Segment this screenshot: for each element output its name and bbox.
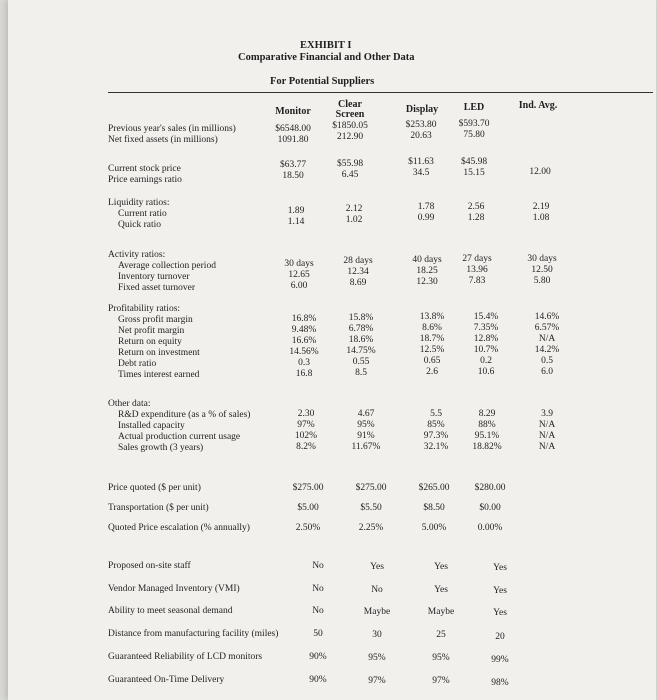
cell: 1.78: [417, 202, 435, 212]
row-label-price-escalation: Quoted Price escalation (% annually): [108, 523, 250, 533]
cell: 12.65: [288, 270, 310, 280]
col-header-display: Display: [405, 104, 439, 115]
cell: 50: [313, 629, 323, 639]
section-heading-other: Other data:: [108, 399, 151, 409]
cell: 34.5: [412, 168, 430, 178]
row-label-seasonal-demand: Ability to meet seasonal demand: [108, 606, 233, 616]
cell: 1091.80: [277, 135, 309, 145]
cell: 95%: [368, 653, 386, 663]
row-label-previous-sales: Previous year's sales (in millions): [108, 124, 236, 134]
cell: 18.7%: [419, 334, 445, 344]
cell: 5.00%: [421, 523, 447, 533]
cell: 15.8%: [348, 313, 374, 323]
cell: 30 days: [527, 254, 557, 264]
cell: $1850.05: [332, 121, 368, 131]
cell: 0.3: [298, 358, 310, 368]
cell: 30 days: [284, 259, 314, 269]
row-label-actual-production: Actual production current usage: [118, 432, 241, 442]
row-label-rd-expenditure: R&D expenditure (as a % of sales): [118, 410, 251, 420]
title-rule: [108, 92, 653, 93]
row-label-vmi: Vendor Managed Inventory (VMI): [108, 584, 240, 594]
cell: N/A: [538, 420, 556, 430]
row-label-times-interest: Times interest earned: [118, 370, 200, 380]
row-label-roi: Return on investment: [118, 348, 200, 358]
cell: 7.83: [468, 276, 486, 286]
col-header-led: LED: [463, 102, 485, 113]
cell: 8.29: [478, 409, 496, 419]
cell: 6.0: [541, 367, 553, 377]
exhibit-number: EXHIBIT I: [300, 40, 352, 51]
cell: $5.50: [360, 503, 382, 513]
cell: 97.3%: [423, 431, 449, 441]
row-label-transportation: Transportation ($ per unit): [108, 503, 209, 513]
cell: $8.50: [423, 503, 445, 513]
cell: $265.00: [418, 483, 450, 493]
row-label-on-time-delivery: Guaranteed On-Time Delivery: [108, 675, 225, 685]
cell: 4.67: [357, 409, 375, 419]
cell: 2.56: [467, 202, 485, 212]
cell: 13.96: [466, 265, 488, 275]
cell: 102%: [294, 431, 318, 441]
cell: 95%: [357, 420, 375, 430]
exhibit-title: Comparative Financial and Other Data: [238, 52, 415, 63]
cell: 28 days: [343, 256, 373, 266]
row-label-roe: Return on equity: [118, 337, 182, 347]
cell: $280.00: [474, 483, 506, 493]
row-label-net-profit: Net profit margin: [118, 326, 185, 336]
section-heading-profitability: Profitability ratios:: [108, 304, 181, 314]
cell: $6548.00: [275, 124, 311, 134]
cell: 98%: [491, 678, 509, 688]
cell: 3.9: [541, 409, 553, 419]
col-header-ind-avg: Ind. Avg.: [518, 100, 558, 111]
cell: 16.8%: [291, 314, 317, 324]
cell: Maybe: [363, 607, 391, 617]
cell: 95%: [432, 653, 450, 663]
row-label-quick-ratio: Quick ratio: [118, 220, 162, 230]
cell: 97%: [297, 420, 315, 430]
cell: 12.8%: [473, 334, 499, 344]
cell: 1.28: [467, 213, 485, 223]
row-label-current-ratio: Current ratio: [118, 209, 167, 219]
cell: Yes: [434, 585, 448, 595]
cell: 6.45: [341, 170, 359, 180]
cell: 8.2%: [296, 442, 316, 452]
cell: Yes: [493, 608, 507, 618]
cell: 15.15: [463, 168, 485, 178]
cell: $0.00: [479, 503, 501, 513]
cell: 1.02: [345, 215, 363, 225]
cell: Yes: [370, 562, 384, 572]
row-label-avg-collection: Average collection period: [118, 261, 216, 271]
cell: 20.63: [410, 131, 432, 141]
cell: $275.00: [292, 483, 324, 493]
cell: N/A: [538, 334, 556, 344]
cell: 2.12: [345, 204, 363, 214]
cell: No: [312, 561, 324, 571]
cell: $55.98: [336, 159, 364, 169]
cell: 14.2%: [534, 345, 560, 355]
cell: 0.55: [352, 357, 370, 367]
cell: 6.00: [290, 281, 308, 291]
cell: 12.34: [347, 267, 369, 277]
cell: 18.50: [282, 171, 304, 181]
cell: 97%: [368, 676, 386, 686]
cell: Yes: [493, 586, 507, 596]
row-label-inventory-turnover: Inventory turnover: [118, 272, 190, 282]
cell: 212.90: [336, 132, 364, 142]
cell: 97%: [432, 676, 450, 686]
cell: $5.00: [297, 503, 319, 513]
cell: 1.89: [287, 206, 305, 216]
col-header-monitor: Monitor: [275, 106, 311, 117]
row-label-current-stock-price: Current stock price: [108, 164, 181, 174]
row-label-distance: Distance from manufacturing facility (miles): [108, 629, 279, 639]
cell: 2.25%: [358, 523, 384, 533]
cell: 0.5: [541, 356, 553, 366]
cell: 1.08: [532, 213, 550, 223]
cell: 2.50%: [295, 523, 321, 533]
cell: Maybe: [427, 607, 455, 617]
cell: 5.80: [533, 276, 551, 286]
cell: 5.5: [430, 409, 442, 419]
cell: 14.56%: [289, 347, 319, 357]
row-label-net-fixed-assets: Net fixed assets (in millions): [108, 135, 218, 145]
cell: 2.6: [426, 367, 438, 377]
cell: 0.99: [417, 213, 435, 223]
cell: $63.77: [279, 160, 307, 170]
row-label-price-quoted: Price quoted ($ per unit): [108, 483, 201, 493]
cell: 40 days: [412, 255, 442, 265]
cell: 16.6%: [291, 336, 317, 346]
exhibit-page: [8, 0, 656, 700]
cell: 6.78%: [348, 324, 374, 334]
row-label-installed-capacity: Installed capacity: [118, 421, 185, 431]
cell: 12.5%: [419, 345, 445, 355]
cell: No: [312, 606, 324, 616]
row-label-fixed-asset-turnover: Fixed asset turnover: [118, 283, 196, 293]
cell: 75.80: [463, 130, 485, 140]
cell: 9.48%: [291, 325, 317, 335]
cell: 32.1%: [423, 442, 449, 452]
cell: Yes: [493, 563, 507, 573]
cell: N/A: [538, 442, 556, 452]
cell: 18.6%: [348, 335, 374, 345]
row-label-debt-ratio: Debt ratio: [118, 359, 157, 369]
cell: 12.50: [531, 265, 553, 275]
row-label-sales-growth: Sales growth (3 years): [118, 443, 204, 453]
cell: 99%: [491, 655, 509, 665]
cell: 14.75%: [346, 346, 376, 356]
cell: 90%: [309, 675, 327, 685]
cell: $253.80: [405, 120, 437, 130]
cell: 95.1%: [474, 431, 500, 441]
cell: 2.30: [297, 409, 315, 419]
row-label-price-earnings: Price earnings ratio: [108, 175, 182, 185]
cell: N/A: [538, 431, 556, 441]
cell: 12.30: [416, 277, 438, 287]
cell: 25: [436, 630, 446, 640]
col-header-clear-screen: Clear Screen: [335, 99, 365, 120]
cell: 10.7%: [473, 345, 499, 355]
cell: 16.8: [295, 369, 313, 379]
cell: 6.57%: [534, 323, 560, 333]
cell: 15.4%: [473, 312, 499, 322]
cell: $275.00: [355, 483, 387, 493]
cell: 14.6%: [534, 312, 560, 322]
cell: 91%: [357, 431, 375, 441]
cell: 0.2: [480, 356, 492, 366]
section-heading-liquidity: Liquidity ratios:: [108, 198, 170, 208]
cell: No: [371, 585, 383, 595]
cell: 7.35%: [473, 323, 499, 333]
cell: 85%: [427, 420, 445, 430]
cell: 18.82%: [472, 442, 502, 452]
exhibit-subtitle: For Potential Suppliers: [270, 76, 375, 87]
cell: 8.69: [349, 278, 367, 288]
cell: 10.6: [477, 367, 495, 377]
cell: 8.5: [355, 368, 367, 378]
cell: 1.14: [287, 217, 305, 227]
cell: 12.00: [529, 167, 551, 177]
cell: 11.67%: [351, 442, 381, 452]
row-label-onsite-staff: Proposed on-site staff: [108, 561, 191, 571]
cell: $593.70: [458, 119, 490, 129]
cell: Yes: [434, 562, 448, 572]
cell: 90%: [309, 652, 327, 662]
cell: 0.00%: [477, 523, 503, 533]
cell: 13.8%: [419, 312, 445, 322]
cell: $11.63: [408, 157, 434, 167]
cell: 30: [372, 630, 382, 640]
cell: No: [312, 584, 324, 594]
cell: 88%: [478, 420, 496, 430]
row-label-reliability: Guaranteed Reliability of LCD monitors: [108, 652, 263, 662]
cell: 18.25: [416, 266, 438, 276]
cell: 0.65: [423, 356, 441, 366]
cell: 20: [495, 632, 505, 642]
row-label-gross-profit: Gross profit margin: [118, 315, 193, 325]
cell: 8.6%: [422, 323, 442, 333]
cell: 2.19: [532, 202, 550, 212]
cell: $45.98: [460, 157, 488, 167]
section-heading-activity: Activity ratios:: [108, 250, 166, 260]
cell: 27 days: [462, 254, 492, 264]
